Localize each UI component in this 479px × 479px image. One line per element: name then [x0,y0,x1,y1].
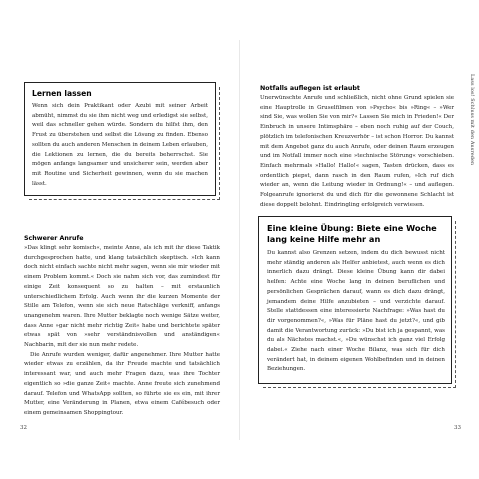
page-number-left: 32 [20,425,27,431]
section-text: Unerwünschte Anrufe und schließlich, nicht ohne Grund spielen sie eine Hauptrolle in Gruselfilmen von »Psycho« bis »Ring« – »Wer sind Sie, was wollen Sie von mir?« Lassen Sie mich in Frieden!« Der Einbruch in unsere Intimsphäre – eben noch ruhig auf der Couch, plötzlich im telefonischen Kreuzverhör – ist schon Horror. Du kannst mit dem Angebot ganz du auch Anrufe, oder deinen Raum erzeugen und im Notfall immer noch eine »technische Störung« vorschieben. Einfach mehrmals »Hallo! Hallo!« sagen, Tasten drücken, dass es ordentlich piepst, dann rasch in den Raum rufen, »Ich ruf dich wieder an, wenn die Leitung wieder in Ordnung!« – und auflegen. Folgeanrufe ignorierst du und dich für die gewonnene Schlacht ist diese doppelt belohnt. Eindringling erfolgreich verwiesen. [260,95,454,208]
left-page [0,0,239,479]
section-paragraph-1: »Das klingt sehr komisch«, meinte Anne, als ich mit ihr diese Taktik durchgesprochen hatte, und klang tatsächlich skeptisch. »Ich kann doch nicht einfach sachte nicht mehr sagen, wenn sie mir wieder mit einem Problem kommt.« Doch sie nahm sich vor, das zumindest für einige Zeit konsequent so zu halten – mit erstaunlich unterschiedlichem Erfolg. Auch wenn ihr die kurzen Momente der Stille am Telefon, wenn sie sich neue Ratschläge verkniff, anfangs unangenehm waren. Ihre Mutter beklagte noch wenige Sätze weiter, dass Anne »gar nicht mehr richtig Zeit« habe und berichtete später etwas spät von »sehr verständnisvollen und anständigen« Nachbarin, mit der sie nun mehr redete. [24,245,220,349]
page-number-right: 33 [454,425,461,431]
box-text: Du kannst also Grenzen setzen, indem du dich bewusst nicht mehr ständig anderen als Helfer anbietest, auch wenn es dich innerlich dazu drängt. Diese kleine Übung kann dir dabei helfen: Achte eine Woche lang in deinen beruflichen und persönlichen Gesprächen darauf, wann es dich dazu drängt, jemandem deine Hilfe anzubieten – und verzichte darauf. Stelle stattdessen eine interessierte Nachfrage: »Was hast du dir vorgenommen?«, »Was für Pläne hast du jetzt?«, und gib damit die Verantwortung zurück: »Du bist ich ja gespannt, was du als Nächstes machst.«, »Du wünschst ich ganz viel Erfolg dabei.« Ziehe nach einer Woche Bilanz, was sich für dich verändert hat, in deinem eigenen Wohlbefinden und in deinen Beziehungen. [267,250,445,373]
box-text: Wenn sich dein Praktikant oder Azubi mit seiner Arbeit abmüht, nimmst du sie ihm nicht weg und erledigst sie selbst, weil das schneller gehen würde. Sondern du hilfst ihm, den Frust zu überstehen und selbst die Lösung zu finden. Ebenso sollten du auch anderen Menschen in deinem Leben erlauben, die Lektionen zu lernen, die du bereits beherrschst. Sie mögen anfangs langsamer und unsicherer sein, werden aber mit Routine und Sicherheit gewinnen, wenn du sie machen lässt. [32,103,208,187]
section-notfalls-auflegen [260,85,454,210]
running-head: Lass los! Schluss mit den Ausreden [469,74,475,166]
right-page [240,0,479,479]
box-title: Eine kleine Übung: Biete eine Woche lang keine Hilfe mehr an [267,223,437,244]
box-title: Lernen lassen [32,89,92,98]
exercise-box [258,216,452,384]
section-schwerer-anrufe [24,235,220,419]
section-paragraph-2: Die Anrufe wurden weniger, dafür angenehmer. Ihre Mutter hatte wieder etwas zu erzählen, da ihr Freude machte und tatsächlich interessant war, und auch mehr Fragen dazu, was ihre Tochter eigentlich so »die ganze Zeit« machte. Anne freute sich zunehmend darauf. Telefon und WhatsApp sollten, so führte sie es ein, mit ihrer Mutter, eine Veränderung in Planen, etwa einem Cafébesuch oder einem gemeinsamen Shoppingtour. [24,351,220,416]
section-heading: Notfalls auflegen ist erlaubt [260,85,360,92]
section-heading: Schwerer Anrufe [24,235,84,242]
info-box-lernen-lassen [24,82,216,196]
